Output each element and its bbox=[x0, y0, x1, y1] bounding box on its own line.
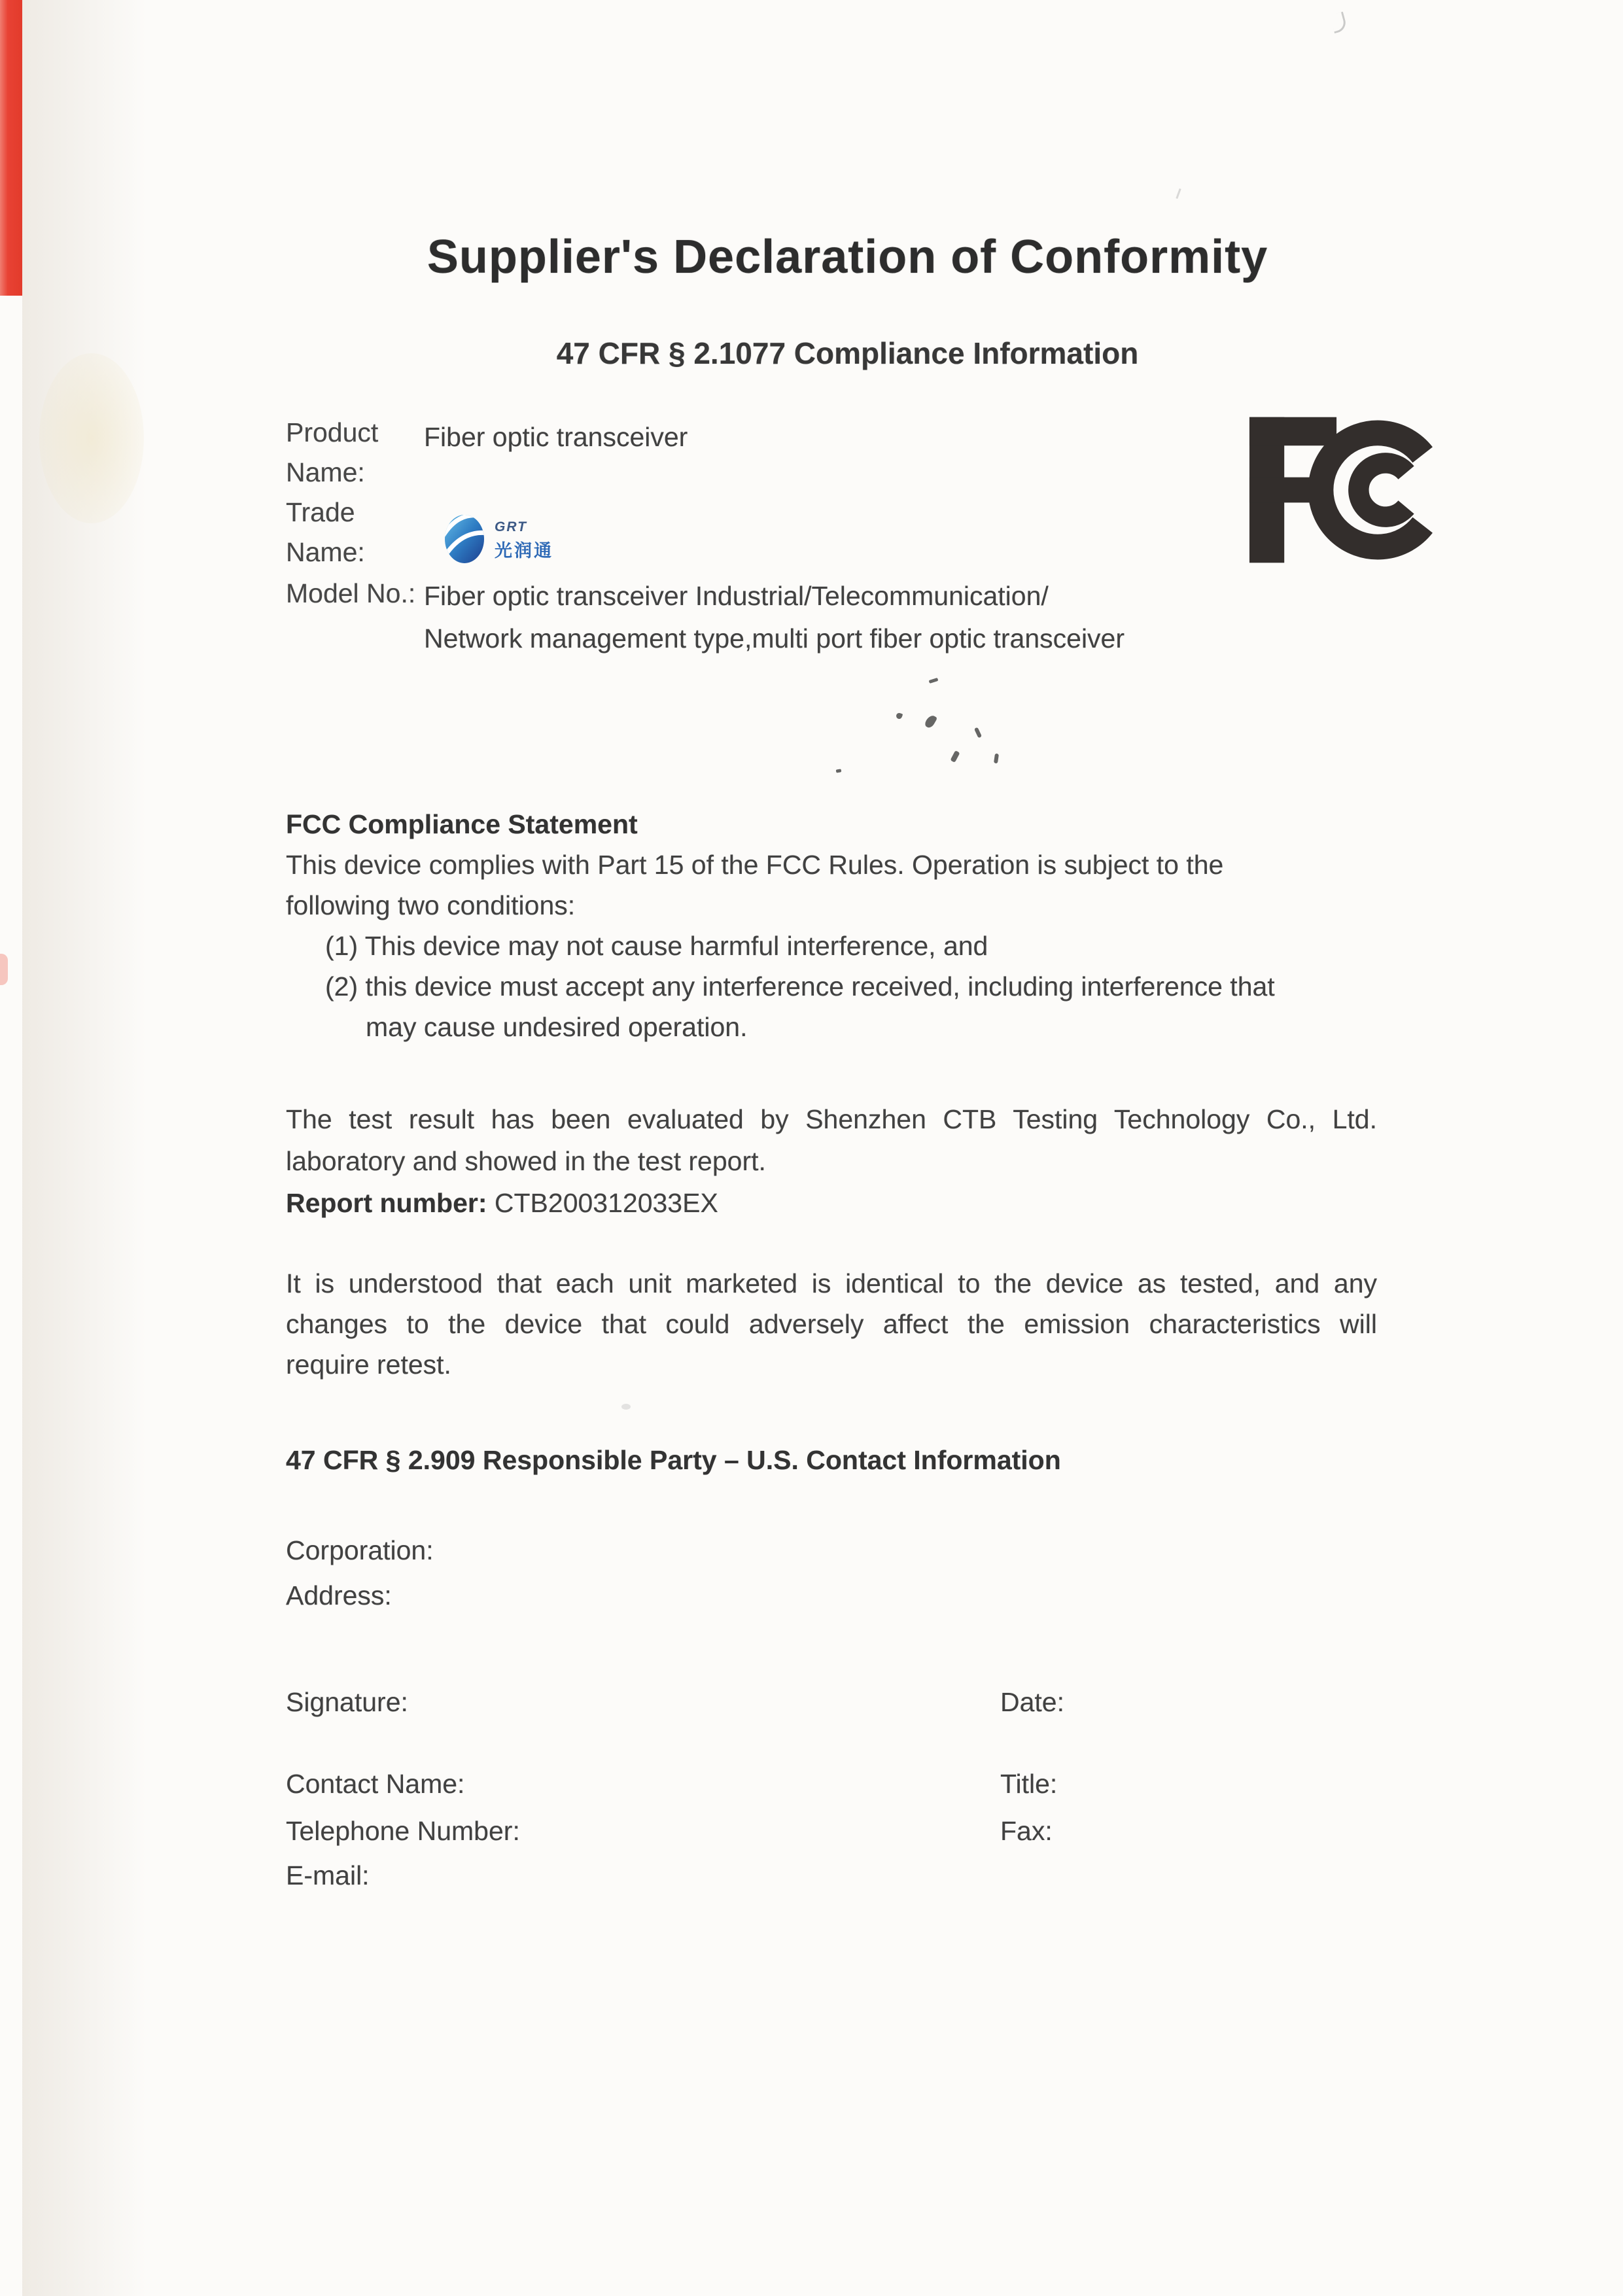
compliance-intro-line1: This device complies with Part 15 of the FCC Rules. Operation is subject to the bbox=[286, 850, 1224, 880]
model-no-line1: Fiber optic transceiver Industrial/Telecommunication/ bbox=[424, 581, 1049, 611]
scan-artifact-tick bbox=[1176, 188, 1181, 199]
scan-artifact-red-dot bbox=[0, 954, 8, 985]
scan-speck bbox=[929, 678, 939, 684]
date-label: Date: bbox=[1000, 1687, 1064, 1717]
scan-artifact-squiggle bbox=[1330, 12, 1348, 33]
fcc-logo-icon bbox=[1246, 411, 1449, 569]
scan-speck bbox=[950, 750, 960, 763]
corporation-label: Corporation: bbox=[286, 1535, 434, 1565]
responsible-party-heading: 47 CFR § 2.909 Responsible Party – U.S. Contact Information bbox=[286, 1445, 1061, 1475]
page-title: Supplier's Declaration of Conformity bbox=[427, 231, 1268, 283]
retest-section bbox=[286, 1263, 1377, 1385]
email-label: E-mail: bbox=[286, 1860, 370, 1890]
retest-line2: changes to the device that could adversely affect the emission characteristics will bbox=[286, 1309, 1377, 1339]
condition-1: (1) This device may not cause harmful interference, and bbox=[325, 931, 988, 961]
retest-line3: require retest. bbox=[286, 1349, 451, 1380]
fax-label: Fax: bbox=[1000, 1816, 1053, 1846]
model-no-label: Model No.: bbox=[286, 578, 416, 608]
test-result-line1: The test result has been evaluated by Shenzhen CTB Testing Technology Co., Ltd. bbox=[286, 1104, 1377, 1134]
test-result-section bbox=[286, 1098, 1377, 1224]
scan-artifact-red-strip bbox=[0, 0, 22, 296]
compliance-heading: FCC Compliance Statement bbox=[286, 809, 638, 839]
report-number-line bbox=[286, 1182, 1377, 1224]
test-result-line2: laboratory and showed in the test report. bbox=[286, 1146, 766, 1176]
title-label: Title: bbox=[1000, 1769, 1058, 1799]
scan-speck bbox=[974, 727, 982, 738]
scan-speck bbox=[924, 714, 937, 729]
grt-logo-chinese: 光润通 bbox=[495, 541, 553, 561]
condition-2-line2: may cause undesired operation. bbox=[366, 1012, 748, 1042]
product-name-label: Product Name: bbox=[286, 417, 379, 487]
scan-artifact-gray-smudge bbox=[621, 1404, 631, 1410]
page-subtitle: 47 CFR § 2.1077 Compliance Information bbox=[556, 336, 1139, 370]
address-label: Address: bbox=[286, 1580, 392, 1610]
model-no-line2: Network management type,multi port fiber optic transceiver bbox=[424, 623, 1125, 653]
contact-name-label: Contact Name: bbox=[286, 1769, 465, 1799]
trade-name-label: Trade Name: bbox=[286, 497, 365, 567]
grt-logo bbox=[444, 512, 620, 574]
telephone-label: Telephone Number: bbox=[286, 1816, 520, 1846]
scan-speck bbox=[994, 754, 999, 764]
grt-logo-icon bbox=[444, 513, 485, 565]
scan-artifact-smudge bbox=[39, 353, 144, 523]
grt-logo-text: GRT bbox=[495, 519, 527, 534]
condition-2-line1: (2) this device must accept any interference received, including interference that bbox=[325, 971, 1275, 1001]
product-name-value: Fiber optic transceiver bbox=[424, 422, 688, 452]
scan-speck bbox=[896, 712, 903, 720]
fcc-compliance-section bbox=[286, 804, 1359, 1047]
report-number-value: CTB200312033EX bbox=[487, 1188, 718, 1218]
retest-line1: It is understood that each unit marketed is identical to the device as tested, and any bbox=[286, 1268, 1377, 1298]
report-number-label: Report number: bbox=[286, 1188, 487, 1218]
scan-speck bbox=[836, 769, 842, 773]
signature-label: Signature: bbox=[286, 1687, 408, 1717]
compliance-intro-line2: following two conditions: bbox=[286, 890, 576, 920]
